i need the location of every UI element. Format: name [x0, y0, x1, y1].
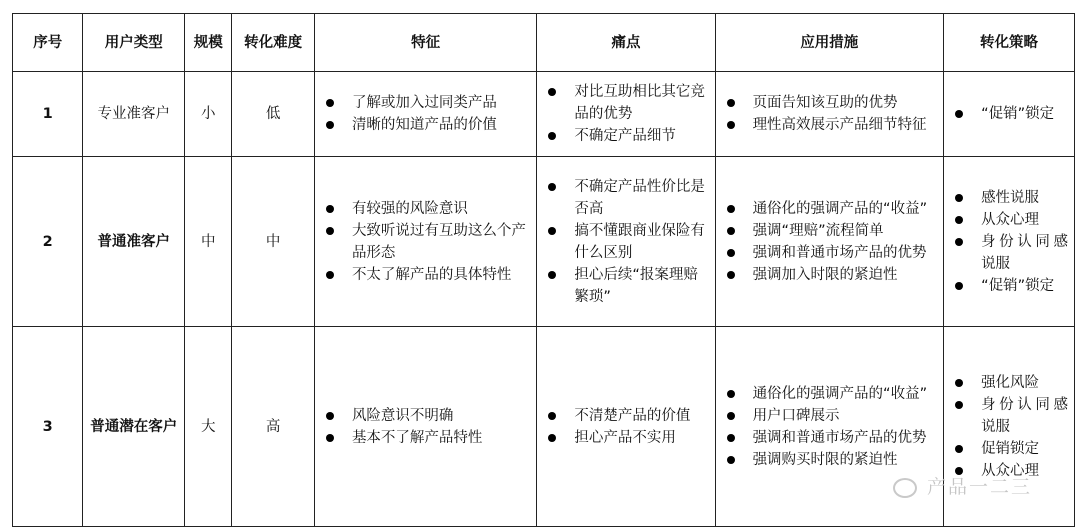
row-features: [314, 72, 536, 157]
header-features: 特征: [314, 14, 536, 72]
row-pain-points: [537, 72, 715, 157]
list-item: 不确定产品性价比是否高: [547, 176, 708, 220]
table-row: [13, 72, 1075, 157]
list-item: 通俗化的强调产品的“收益”: [726, 198, 938, 220]
list-item: 用户口碑展示: [726, 405, 938, 427]
list-item: 不太了解产品的具体特性: [325, 264, 530, 286]
list-item: 感性说服: [954, 187, 1068, 209]
list-item: “促销”锁定: [954, 275, 1068, 297]
row-pain-points: [537, 327, 715, 527]
header-pain-points: 痛点: [537, 14, 715, 72]
row-difficulty: 低: [232, 72, 315, 157]
row-user-type: 普通准客户: [83, 157, 185, 327]
row-strategies: [944, 72, 1075, 157]
list-item: 不确定产品细节: [547, 125, 708, 147]
wechat-icon: [893, 478, 917, 498]
row-user-type: 专业准客户: [83, 72, 185, 157]
list-item: 担心后续“报案理赔繁琐”: [547, 264, 708, 308]
list-item: 从众心理: [954, 460, 1068, 482]
list-item: 强调和普通市场产品的优势: [726, 242, 938, 264]
row-no: 1: [13, 72, 83, 157]
row-measures: [715, 72, 944, 157]
header-no: 序号: [13, 14, 83, 72]
list-item: 有较强的风险意识: [325, 198, 530, 220]
row-strategies: [944, 157, 1075, 327]
list-item: 促销锁定: [954, 438, 1068, 460]
list-item: 从众心理: [954, 209, 1068, 231]
list-item: 强调“理赔”流程简单: [726, 220, 938, 242]
list-item: 不清楚产品的价值: [547, 405, 708, 427]
list-item: 强化风险: [954, 372, 1068, 394]
list-item: 搞不懂跟商业保险有什么区别: [547, 220, 708, 264]
header-measures: 应用措施: [715, 14, 944, 72]
row-features: [314, 327, 536, 527]
row-scale: 中: [185, 157, 232, 327]
list-item: “促销”锁定: [954, 103, 1068, 125]
list-item: 通俗化的强调产品的“收益”: [726, 383, 938, 405]
header-row: [13, 14, 1075, 72]
header-scale: 规模: [185, 14, 232, 72]
list-item: 了解或加入过同类产品: [325, 92, 530, 114]
row-scale: 大: [185, 327, 232, 527]
list-item: 强调购买时限的紧迫性: [726, 449, 938, 471]
row-no: 3: [13, 327, 83, 527]
list-item: 担心产品不实用: [547, 427, 708, 449]
header-strategies: 转化策略: [944, 14, 1075, 72]
row-user-type: 普通潜在客户: [83, 327, 185, 527]
list-item: 页面告知该互助的优势: [726, 92, 938, 114]
row-difficulty: 中: [232, 157, 315, 327]
list-item: 强调加入时限的紧迫性: [726, 264, 938, 286]
row-pain-points: [537, 157, 715, 327]
list-item: 基本不了解产品特性: [325, 427, 530, 449]
list-item: 对比互助相比其它竞品的优势: [547, 81, 708, 125]
user-conversion-table: [12, 13, 1075, 527]
table-row: [13, 157, 1075, 327]
header-user-type: 用户类型: [83, 14, 185, 72]
list-item: 大致听说过有互助这么个产品形态: [325, 220, 530, 264]
row-features: [314, 157, 536, 327]
list-item: 风险意识不明确: [325, 405, 530, 427]
list-item: 强调和普通市场产品的优势: [726, 427, 938, 449]
row-no: 2: [13, 157, 83, 327]
row-difficulty: 高: [232, 327, 315, 527]
watermark-text: 产品一二三: [927, 476, 1033, 498]
row-scale: 小: [185, 72, 232, 157]
header-difficulty: 转化难度: [232, 14, 315, 72]
list-item: 理性高效展示产品细节特征: [726, 114, 938, 136]
list-item: 身份认同感说服: [954, 231, 1068, 275]
watermark: [893, 472, 1032, 499]
list-item: 清晰的知道产品的价值: [325, 114, 530, 136]
list-item: 身份认同感说服: [954, 394, 1068, 438]
row-measures: [715, 157, 944, 327]
